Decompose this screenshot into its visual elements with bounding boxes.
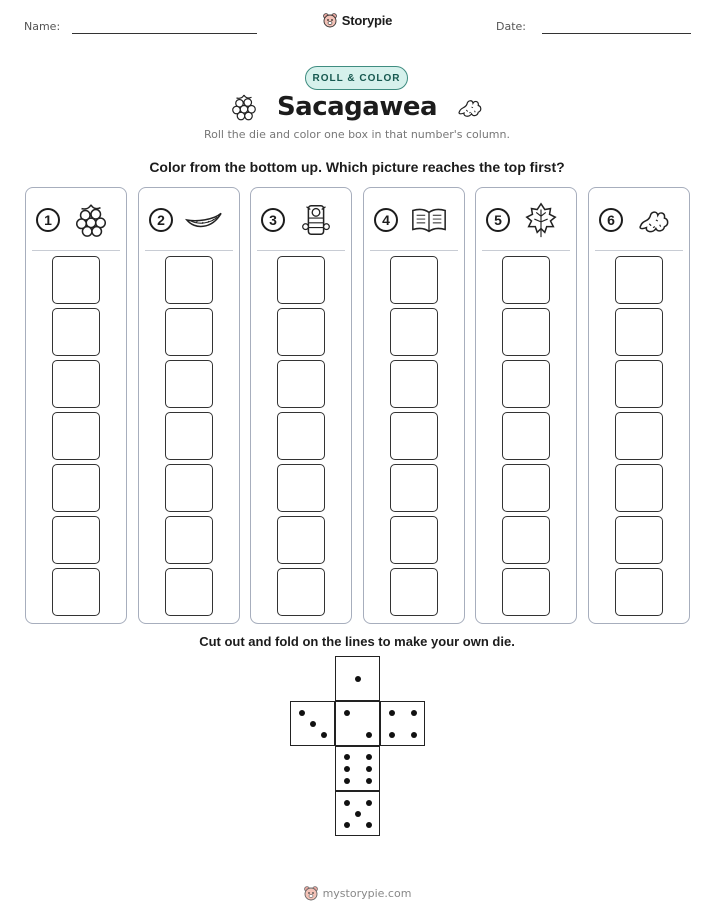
die-pip [366,778,372,784]
color-box[interactable] [390,256,438,304]
color-box[interactable] [615,516,663,564]
die-pip [411,710,417,716]
ginger-root-icon [455,92,485,122]
color-box[interactable] [52,412,100,460]
color-box[interactable] [165,308,213,356]
column-header [251,188,351,252]
color-box[interactable] [277,360,325,408]
color-box[interactable] [390,568,438,616]
column-header [364,188,464,252]
die-pip [344,766,350,772]
color-box[interactable] [277,256,325,304]
name-label: Name: [24,20,61,33]
die-pip [344,754,350,760]
color-box[interactable] [52,360,100,408]
column-number: 6 [599,208,623,232]
column-divider [145,250,233,251]
instruction-heading: Color from the bottom up. Which picture reaches the top first? [149,159,565,175]
die-pip [344,778,350,784]
color-box[interactable] [277,516,325,564]
column-4 [363,187,465,624]
color-box[interactable] [615,412,663,460]
die-face-4 [380,701,425,746]
die-pip [299,710,305,716]
color-box[interactable] [165,568,213,616]
column-5 [475,187,577,624]
color-box[interactable] [52,516,100,564]
die-pip [355,676,361,682]
die-face-6 [335,746,380,791]
ginger-root-icon [635,201,673,239]
roll-color-badge: ROLL & COLOR [305,66,408,90]
die-face-1 [335,656,380,701]
column-header [589,188,689,252]
die-pip [366,800,372,806]
die-pip [344,822,350,828]
column-number: 2 [149,208,173,232]
die-pip [321,732,327,738]
storypie-bear-icon [303,885,319,901]
color-box[interactable] [615,360,663,408]
column-divider [257,250,345,251]
color-box[interactable] [615,568,663,616]
die-pip [366,754,372,760]
column-3 [250,187,352,624]
color-box[interactable] [277,308,325,356]
die-pip [344,800,350,806]
berries-icon [72,201,110,239]
color-box[interactable] [390,360,438,408]
color-box[interactable] [502,308,550,356]
leaf-icon [522,201,560,239]
column-header [139,188,239,252]
color-box[interactable] [390,516,438,564]
die-face-3 [290,701,335,746]
date-line[interactable] [542,33,691,34]
die-face-2 [335,701,380,746]
column-divider [370,250,458,251]
footer-url: mystorypie.com [322,886,412,900]
brand-name: Storypie [341,12,393,28]
column-divider [32,250,120,251]
color-box[interactable] [502,360,550,408]
column-divider [482,250,570,251]
roll-columns [25,187,690,624]
color-box[interactable] [277,412,325,460]
die-pip [344,710,350,716]
color-box[interactable] [390,464,438,512]
color-box[interactable] [615,256,663,304]
color-box[interactable] [502,568,550,616]
title-row [0,92,714,122]
color-box[interactable] [165,360,213,408]
color-box[interactable] [52,256,100,304]
subtitle: Roll the die and color one box in that number's column. [204,128,510,141]
canoe-icon [185,201,223,239]
footer [0,885,714,901]
color-box[interactable] [615,308,663,356]
die-pip [310,721,316,727]
page-title: Sacagawea [276,92,438,122]
column-number: 1 [36,208,60,232]
color-box[interactable] [390,308,438,356]
column-6 [588,187,690,624]
die-face-5 [335,791,380,836]
column-1 [25,187,127,624]
die-pip [366,766,372,772]
die-pip [411,732,417,738]
color-box[interactable] [615,464,663,512]
column-2 [138,187,240,624]
die-pip [366,822,372,828]
column-header [26,188,126,252]
color-box[interactable] [165,516,213,564]
color-box[interactable] [165,412,213,460]
color-box[interactable] [502,464,550,512]
column-number: 5 [486,208,510,232]
column-divider [595,250,683,251]
brand-logo [0,12,714,28]
cut-instruction: Cut out and fold on the lines to make your own die. [199,634,515,649]
column-number: 4 [374,208,398,232]
color-box[interactable] [165,464,213,512]
open-book-icon [410,201,448,239]
die-pip [389,732,395,738]
color-box[interactable] [52,464,100,512]
cradleboard-icon [297,201,335,239]
color-box[interactable] [390,412,438,460]
color-box[interactable] [52,568,100,616]
color-box[interactable] [52,308,100,356]
column-header [476,188,576,252]
color-box[interactable] [277,568,325,616]
die-pip [389,710,395,716]
column-number: 3 [261,208,285,232]
color-box[interactable] [502,412,550,460]
name-line[interactable] [72,33,257,34]
berries-icon [229,92,259,122]
color-box[interactable] [277,464,325,512]
die-pip [366,732,372,738]
color-box[interactable] [165,256,213,304]
die-pip [355,811,361,817]
color-box[interactable] [502,256,550,304]
color-box[interactable] [502,516,550,564]
storypie-bear-icon [322,12,338,28]
date-label: Date: [496,20,526,33]
